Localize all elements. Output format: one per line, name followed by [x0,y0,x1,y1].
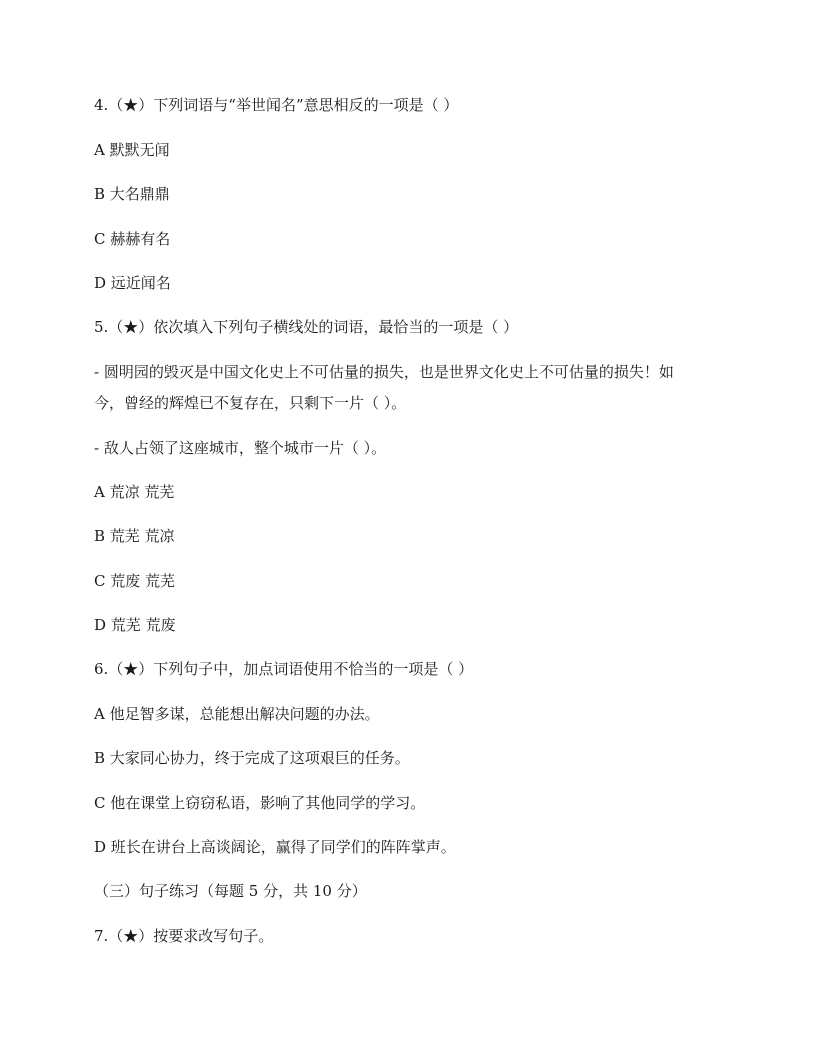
question-4-option-b: B 大名鼎鼎 [94,185,170,203]
question-5-option-d: D 荒芜 荒废 [94,616,176,634]
question-6-option-d: D 班长在讲台上高谈阔论，赢得了同学们的阵阵掌声。 [94,838,456,856]
question-5-option-b: B 荒芜 荒凉 [94,527,175,545]
question-6-option-b: B 大家同心协力，终于完成了这项艰巨的任务。 [94,749,410,767]
question-4-stem: 4.（★）下列词语与“举世闻名”意思相反的一项是（ ） [94,96,459,114]
question-5-option-a: A 荒凉 荒芜 [94,483,175,501]
question-5-stem: 5.（★）依次填入下列句子横线处的词语，最恰当的一项是（ ） [94,318,519,336]
question-5-sentence-2: - 敌人占领了这座城市，整个城市一片（ ）。 [94,439,387,457]
question-5-sentence-1-line-1: - 圆明园的毁灭是中国文化史上不可估量的损失，也是世界文化史上不可估量的损失！如 [94,363,674,381]
question-5-option-c: C 荒废 荒芜 [94,572,176,590]
question-6-option-a: A 他足智多谋，总能想出解决问题的办法。 [94,705,380,723]
question-4-option-a: A 默默无闻 [94,141,170,159]
section-heading: （三）句子练习（每题 5 分，共 10 分） [94,882,367,900]
question-6-option-c: C 他在课堂上窃窃私语，影响了其他同学的学习。 [94,794,426,812]
question-6-stem: 6.（★）下列句子中，加点词语使用不恰当的一项是（ ） [94,660,474,678]
question-7-stem: 7.（★）按要求改写句子。 [94,927,274,945]
question-4-option-c: C 赫赫有名 [94,230,171,248]
question-4-option-d: D 远近闻名 [94,274,171,292]
question-5-sentence-1-line-2: 今，曾经的辉煌已不复存在，只剩下一片（ ）。 [94,394,407,412]
